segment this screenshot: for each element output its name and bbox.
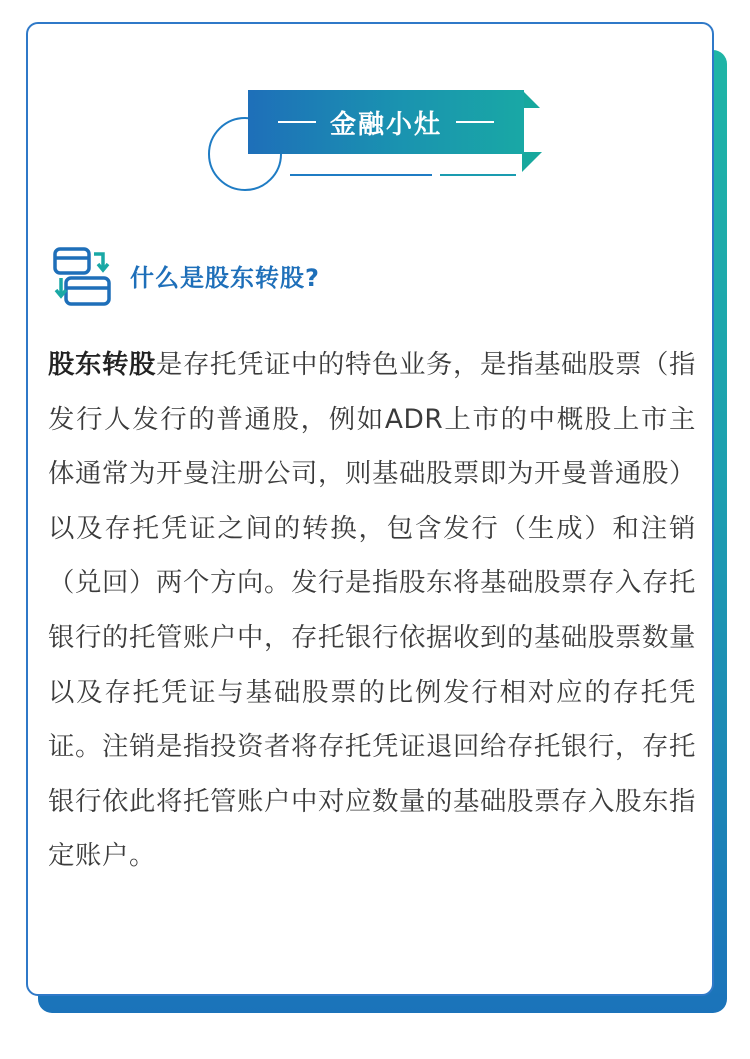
header-badge [248,90,524,154]
question-heading: 什么是股东转股? [130,264,320,292]
transfer-cards-icon [52,246,112,308]
badge-dash-left [278,121,316,123]
badge-fold-bottom-decoration [522,152,542,172]
badge-fold-top-decoration [522,90,540,108]
answer-body: 是存托凭证中的特色业务，是指基础股票（指发行人发行的普通股，例如ADR上市的中概股上市主体通常为开曼注册公司，则基础股票即为开曼普通股）以及存托凭证之间的转换，包含发行（生成）和注销（兑回）两个方向。发行是指股东将基础股票存入存托银行的托管账户中，存托银行依据收到的基础股票数量以及存托凭证与基础股票的比例发行相对应的存托凭证。注销是指投资者将存托凭证退回给存托银行，存托银行依此将托管账户中对应数量的基础股票存入股东指定账户。 [48,349,697,872]
badge-underline-short [440,174,516,176]
answer-paragraph [48,338,696,884]
answer-term: 股东转股 [48,349,157,380]
badge-dash-right [456,121,494,123]
badge-title: 金融小灶 [329,109,442,140]
badge-underline-long [290,174,432,176]
